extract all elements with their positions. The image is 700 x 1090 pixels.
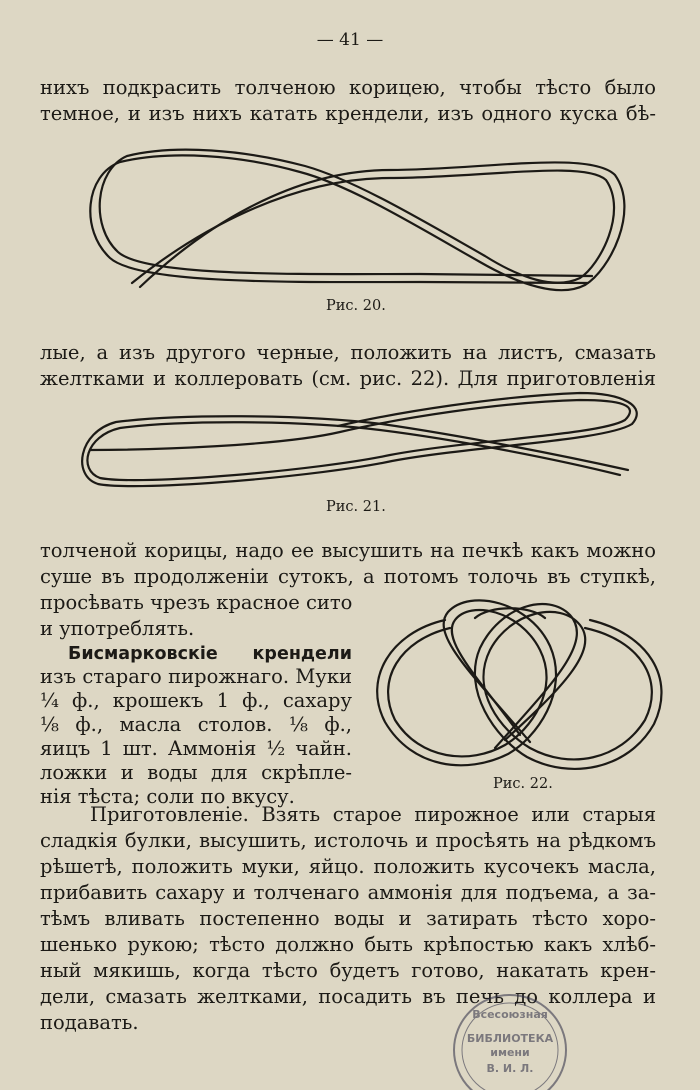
text-line: прибавить сахару и толченаго аммонія для подъема, а за- — [40, 881, 656, 904]
figure-22-caption: Рис. 22. — [493, 776, 553, 792]
recipe-line: изъ стараго пирожнаго. Муки — [40, 665, 352, 688]
recipe-line: ⅛ ф., масла столов. ⅛ ф., — [40, 713, 352, 736]
text-line: сладкія булки, высушить, истолочь и просѣять на рѣдкомъ — [40, 829, 656, 852]
recipe-line: яицъ 1 шт. Аммонія ½ чайн. — [40, 737, 352, 760]
recipe-line: ложки и воды для скрѣпле- — [40, 761, 352, 784]
stamp-line: имени — [490, 1046, 530, 1059]
text-line: дели, смазать желтками, посадить въ печь до коллера и — [40, 985, 656, 1008]
stamp-line: БИБЛИОТЕКА — [466, 1032, 554, 1045]
recipe-heading: Бисмарковскіе крендели — [68, 644, 352, 664]
library-stamp — [450, 990, 570, 1090]
text-line: рѣшетѣ, положить муки, яйцо. положить кусочекъ масла, — [40, 855, 656, 878]
stamp-line: Всесоюзная — [472, 1008, 548, 1021]
text-line: темное, и изъ нихъ катать крендели, изъ одного куска бѣ- — [40, 102, 656, 125]
text-line: толченой корицы, надо ее высушить на печкѣ какъ можно — [40, 539, 656, 562]
text-line: Приготовленіе. Взять старое пирожное или старыя — [90, 803, 656, 826]
text-line: желтками и коллеровать (см. рис. 22). Для приготовленія — [40, 367, 656, 390]
recipe-line: нія тѣста; соли по вкусу. — [40, 785, 295, 808]
recipe-line: ¼ ф., крошекъ 1 ф., сахару — [40, 689, 352, 712]
page-number: — 41 — — [316, 30, 384, 50]
text-line: нихъ подкрасить толченою корицею, чтобы тѣсто было — [40, 76, 656, 99]
text-line: подавать. — [40, 1011, 139, 1034]
text-line: тѣмъ вливать постепенно воды и затирать тѣсто хоро- — [40, 907, 656, 930]
stamp-line: В. И. Л. — [486, 1062, 534, 1075]
figure-21-caption: Рис. 21. — [326, 499, 386, 515]
text-line: лые, а изъ другого черные, положить на листъ, смазать — [40, 341, 656, 364]
text-line: просѣвать чрезъ красное сито — [40, 591, 353, 614]
text-line: шенько рукою; тѣсто должно быть крѣпостью какъ хлѣб- — [40, 933, 656, 956]
text-line: ный мякишь, когда тѣсто будетъ готово, накатать крен- — [40, 959, 656, 982]
text-line: суше въ продолженіи сутокъ, а потомъ толочь въ ступкѣ, — [40, 565, 656, 588]
text-line: и употреблять. — [40, 617, 195, 640]
figure-20-caption: Рис. 20. — [326, 298, 386, 314]
